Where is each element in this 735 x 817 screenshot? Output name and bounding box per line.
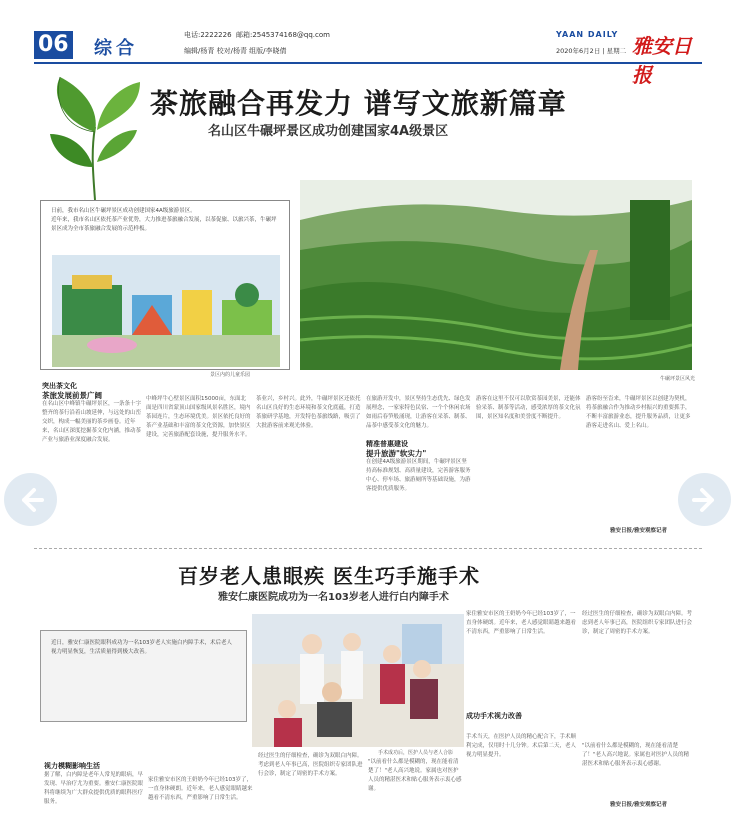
page-number: 06	[34, 31, 73, 59]
story1-column-6: 游客纷至沓来，牛碾坪景区以创建为契机，将茶旅融合作为推动乡村振兴的重要抓手，不断丰富旅游业态，提升服务品质，让更多游客走进名山、爱上名山。	[586, 396, 691, 429]
column-text: 据了解，白内障是老年人常见的眼病，早发现、早治疗尤为重要。雅安仁康医院眼科将继续为广大群众提供优质的眼科医疗服务。	[44, 772, 144, 805]
tea-garden-photo	[300, 180, 692, 370]
column-text: 游客在这里不仅可以欣赏茶园美景，还能体验采茶、制茶等活动，感受浓厚的茶文化氛围，景区知名度和美誉度不断提升。	[476, 396, 581, 420]
section-c-title: 视力模糊影响生活	[44, 762, 100, 770]
column-text: 在创建4A级旅游景区期间，牛碾坪景区坚持高标准规划、高质量建设，完善游客服务中心、停车场、旅游厕所等基础设施，为游客提供优质服务。	[366, 459, 471, 492]
story1-subhead: 名山区牛碾坪景区成功创建国家4A级景区	[208, 124, 449, 139]
story2-subhead: 雅安仁康医院成功为一名103岁老人进行白内障手术	[218, 592, 449, 603]
issue-date: 2020年6月2日 | 星期二	[556, 47, 627, 55]
story2-column-left-4: "以前看什么都是模糊的，现在能看清楚了！"老人高兴地说。家属也对医护人员的精湛医术和贴心服务表示衷心感谢。	[368, 759, 462, 792]
story2-column-left-2: 家住雅安市区的王奶奶今年已经103岁了，一直身体硬朗。近年来，老人感觉眼睛越来越看不清东西，严重影响了日常生活。	[148, 777, 253, 801]
masthead-logo: 雅安日报	[632, 34, 692, 87]
section-b-title: 精准普惠建设	[366, 440, 408, 448]
arrow-right-icon	[690, 485, 720, 515]
story2-section-d	[466, 712, 578, 732]
story1-column-3: 茶业兴，乡村兴。此外，牛碾坪景区还依托名山区良好的生态环境和茶文化底蕴，打造茶旅研学基地，开发特色茶旅线路，吸引了大批游客前来观光体验。	[256, 396, 361, 429]
tea-garden-caption: 牛碾坪景区风光	[660, 376, 696, 382]
story2-column-left-3: 经过医生的仔细检查，确诊为双眼白内障。考虑到老人年事已高，医院组织专家团队进行会诊，制定了周密的手术方案。	[258, 753, 363, 777]
arrow-left-icon	[16, 485, 46, 515]
story1-intro: 日前，我市名山区牛碾坪景区成功创建国家4A级旅游景区。	[51, 208, 196, 214]
section-name: 综合	[94, 38, 138, 59]
story-divider	[34, 548, 702, 549]
story2-headline: 百岁老人患眼疾 医生巧手施手术	[178, 564, 480, 588]
contact-info: 电话:2222226 邮箱:2545374168@qq.com	[184, 31, 330, 39]
prev-page-button[interactable]	[4, 473, 57, 526]
story1-column-4: 在旅游开发中，景区坚持生态优先、绿色发展理念，一家家特色民宿、一个个休闲农场如雨后春笋般涌现，让游客在采茶、制茶、品茶中感受茶文化的魅力。	[366, 396, 471, 429]
story1-intro-body: 近年来，我市名山区依托茶产业优势，大力推进茶旅融合发展，以茶促旅、以旅兴茶，牛碾坪景区成为全市茶旅融合发展的示范样板。	[51, 217, 277, 232]
section-a-title: 突出茶文化	[42, 382, 77, 390]
next-page-button[interactable]	[678, 473, 731, 526]
surgery-photo	[252, 614, 464, 747]
story1-column-1	[42, 382, 142, 537]
story1-headline: 茶旅融合再发力 谱写文旅新篇章	[150, 87, 567, 120]
story2-column-1: 家住雅安市区的王奶奶今年已经103岁了，一直身体硬朗。近年来，老人感觉眼睛越来越看不清东西，严重影响了日常生活。	[466, 611, 577, 635]
story2-column-left	[44, 762, 144, 817]
section-d-title: 成功手术视力改善	[466, 712, 522, 720]
story2-column-2: 经过医生的仔细检查，确诊为双眼白内障。考虑到老人年事已高，医院组织专家团队进行会诊，制定了周密的手术方案。	[582, 611, 693, 635]
story1-column-2: 中峰坪牛心壁景区面积15000亩，东面北面是四川省蒙顶山国家级风景名胜区，境内茶园连片，生态环境优美。景区依托良好的茶产业基础和丰富的茶文化资源，加快景区建设，完善旅游配套设施，提升服务水平。	[146, 396, 251, 438]
playground-caption: 景区内的儿童乐园	[210, 372, 251, 378]
editor-credits: 编辑/杨青 校对/杨青 组版/李晓倩	[184, 47, 287, 55]
story1-column-4b	[366, 440, 471, 530]
story2-column-3: 手术当天，在医护人员的精心配合下，手术顺利完成，仅用时十几分钟。术后第二天，老人视力明显提升。	[466, 734, 577, 758]
story1-column-5	[476, 395, 581, 535]
section-b-sub: 提升旅游"软实力"	[366, 449, 427, 458]
story1-byline: 雅安日报/雅安观察记者	[610, 528, 668, 534]
paper-name-en: YAAN DAILY	[556, 30, 619, 39]
column-text: 在名山区中峰镇牛碾坪景区，一条条十字整齐的茶行沿着山坡延伸，与远处的山峦交织，构成一幅美丽的茶乡画卷。近年来，名山区深度挖掘茶文化内涵，推动茶产业与旅游业深度融合发展。	[42, 401, 142, 443]
story2-byline: 雅安日报/雅安观察记者	[610, 802, 668, 808]
tea-leaf-illustration	[45, 72, 145, 202]
playground-photo	[52, 255, 280, 367]
page-header	[34, 28, 702, 87]
section-a-sub: 茶旅发展前景广阔	[42, 391, 102, 400]
surgery-caption: 手术成功后，医护人员与老人合影	[378, 750, 454, 756]
story2-intro-box: 近日，雅安仁康医院眼科成功为一名103岁老人实施白内障手术，术后老人视力明显恢复，生活质量得到极大改善。	[40, 630, 247, 722]
story2-column-4: "以前看什么都是模糊的，现在能看清楚了！"老人高兴地说。家属也对医护人员的精湛医术和贴心服务表示衷心感谢。	[582, 743, 690, 767]
